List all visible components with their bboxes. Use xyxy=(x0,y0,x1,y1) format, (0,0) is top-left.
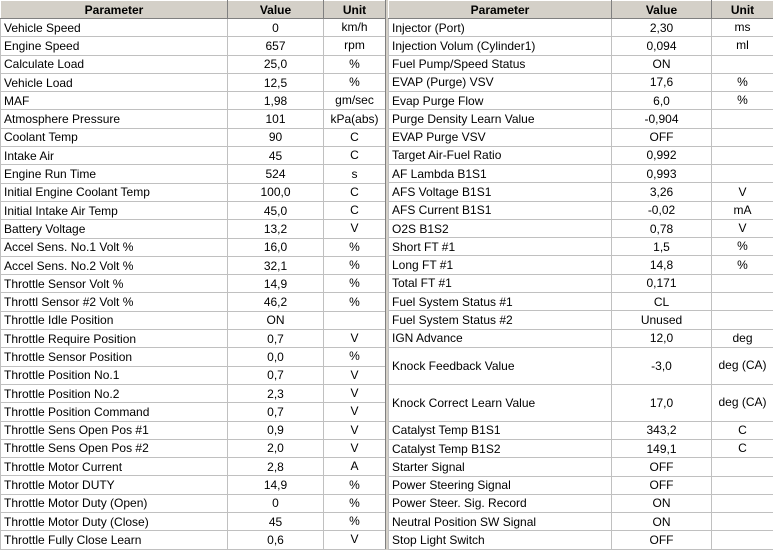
unit-cell: V xyxy=(712,219,773,237)
table-row[interactable] xyxy=(1,275,386,293)
unit-cell: V xyxy=(324,330,386,348)
parameter-cell: Initial Intake Air Temp xyxy=(1,201,228,219)
header-row xyxy=(1,1,386,19)
value-cell: Unused xyxy=(612,311,712,329)
parameter-cell: MAF xyxy=(1,92,228,110)
value-cell: 1,5 xyxy=(612,238,712,256)
value-cell: 0 xyxy=(228,19,324,37)
parameter-cell: Neutral Position SW Signal xyxy=(389,513,612,531)
parameter-cell: Engine Run Time xyxy=(1,165,228,183)
value-cell: 0,7 xyxy=(228,330,324,348)
table-row[interactable] xyxy=(1,110,386,128)
value-cell: 0,992 xyxy=(612,146,712,164)
table-row[interactable] xyxy=(389,128,773,146)
table-body-left xyxy=(1,19,386,550)
table-row[interactable] xyxy=(1,494,386,512)
table-row[interactable] xyxy=(389,183,773,201)
value-cell: OFF xyxy=(612,128,712,146)
parameter-cell: Purge Density Learn Value xyxy=(389,110,612,128)
value-cell: 2,3 xyxy=(228,384,324,402)
value-cell: 0,0 xyxy=(228,348,324,366)
table-row[interactable] xyxy=(389,37,773,55)
parameter-cell: Vehicle Speed xyxy=(1,19,228,37)
table-row[interactable] xyxy=(389,92,773,110)
table-row[interactable] xyxy=(389,256,773,274)
table-row[interactable] xyxy=(389,421,773,439)
parameter-cell: Throttle Sensor Position xyxy=(1,348,228,366)
unit-cell: gm/sec xyxy=(324,92,386,110)
table-row[interactable] xyxy=(1,37,386,55)
unit-cell: A xyxy=(324,458,386,476)
value-cell: 90 xyxy=(228,128,324,146)
table-row[interactable] xyxy=(389,531,773,549)
value-cell: 343,2 xyxy=(612,421,712,439)
value-cell: OFF xyxy=(612,531,712,549)
parameter-cell: Intake Air xyxy=(1,147,228,165)
value-cell: 0,7 xyxy=(228,403,324,421)
table-row[interactable] xyxy=(1,55,386,73)
unit-cell xyxy=(712,274,773,292)
parameter-cell: Throttle Fully Close Learn xyxy=(1,531,228,549)
unit-cell: % xyxy=(324,494,386,512)
unit-cell: V xyxy=(324,421,386,439)
table-row[interactable] xyxy=(1,73,386,91)
value-cell: 149,1 xyxy=(612,440,712,458)
parameter-cell: Fuel System Status #2 xyxy=(389,311,612,329)
parameter-cell: Atmosphere Pressure xyxy=(1,110,228,128)
parameter-cell: Engine Speed xyxy=(1,37,228,55)
data-table-left xyxy=(0,0,386,550)
unit-cell: % xyxy=(324,73,386,91)
unit-cell xyxy=(324,311,386,329)
value-cell: 16,0 xyxy=(228,238,324,256)
table-row[interactable] xyxy=(389,311,773,329)
table-row[interactable] xyxy=(1,348,386,366)
unit-cell: % xyxy=(324,513,386,531)
unit-cell: V xyxy=(324,531,386,549)
unit-cell: km/h xyxy=(324,19,386,37)
unit-cell: % xyxy=(324,55,386,73)
table-row[interactable] xyxy=(1,92,386,110)
unit-cell: V xyxy=(324,384,386,402)
table-row[interactable] xyxy=(389,55,773,73)
table-row[interactable] xyxy=(389,440,773,458)
table-row[interactable] xyxy=(389,494,773,512)
data-table-right xyxy=(388,0,773,550)
table-row[interactable] xyxy=(389,73,773,91)
parameter-cell: Catalyst Temp B1S2 xyxy=(389,440,612,458)
parameter-cell: EVAP (Purge) VSV xyxy=(389,73,612,91)
parameter-cell: Throttle Idle Position xyxy=(1,311,228,329)
value-cell: 32,1 xyxy=(228,256,324,274)
value-cell: 14,9 xyxy=(228,275,324,293)
parameter-cell: Throttle Sensor Volt % xyxy=(1,275,228,293)
parameter-cell: Throttle Sens Open Pos #1 xyxy=(1,421,228,439)
unit-cell: C xyxy=(324,128,386,146)
table-row[interactable] xyxy=(1,220,386,238)
value-cell: 0,094 xyxy=(612,37,712,55)
unit-cell: V xyxy=(324,366,386,384)
table-row[interactable] xyxy=(1,458,386,476)
value-cell: 13,2 xyxy=(228,220,324,238)
unit-cell xyxy=(712,128,773,146)
table-row[interactable] xyxy=(389,238,773,256)
value-cell: -0,904 xyxy=(612,110,712,128)
column-header-parameter[interactable]: Parameter xyxy=(389,1,612,19)
value-cell: 0,993 xyxy=(612,165,712,183)
parameter-cell: Vehicle Load xyxy=(1,73,228,91)
column-header-parameter[interactable]: Parameter xyxy=(1,1,228,19)
unit-cell xyxy=(712,476,773,494)
unit-cell: C xyxy=(712,440,773,458)
table-row[interactable] xyxy=(1,513,386,531)
unit-cell: % xyxy=(324,238,386,256)
parameter-cell: Knock Correct Learn Value xyxy=(389,384,612,421)
unit-cell: deg (CA) xyxy=(712,347,773,384)
unit-cell xyxy=(712,55,773,73)
value-cell: 0,6 xyxy=(228,531,324,549)
value-cell: 46,2 xyxy=(228,293,324,311)
parameter-cell: Long FT #1 xyxy=(389,256,612,274)
table-row[interactable] xyxy=(1,330,386,348)
parameter-cell: Throttl Sensor #2 Volt % xyxy=(1,293,228,311)
table-row[interactable] xyxy=(389,110,773,128)
unit-cell: kPa(abs) xyxy=(324,110,386,128)
table-row[interactable] xyxy=(389,476,773,494)
unit-cell: s xyxy=(324,165,386,183)
value-cell: ON xyxy=(612,55,712,73)
value-cell: 14,8 xyxy=(612,256,712,274)
parameter-cell: Target Air-Fuel Ratio xyxy=(389,146,612,164)
value-cell: 100,0 xyxy=(228,183,324,201)
unit-cell: % xyxy=(324,293,386,311)
value-cell: 0 xyxy=(228,494,324,512)
table-row[interactable] xyxy=(1,128,386,146)
parameter-cell: Total FT #1 xyxy=(389,274,612,292)
table-row[interactable] xyxy=(389,292,773,310)
unit-cell: % xyxy=(712,92,773,110)
value-cell: -0,02 xyxy=(612,201,712,219)
unit-cell: % xyxy=(324,348,386,366)
parameter-cell: Coolant Temp xyxy=(1,128,228,146)
parameter-cell: Throttle Motor Duty (Open) xyxy=(1,494,228,512)
unit-cell: rpm xyxy=(324,37,386,55)
parameter-cell: AFS Voltage B1S1 xyxy=(389,183,612,201)
column-header-value[interactable]: Value xyxy=(228,1,324,19)
parameter-cell: Throttle Sens Open Pos #2 xyxy=(1,439,228,457)
parameter-cell: Throttle Position Command xyxy=(1,403,228,421)
table-row[interactable] xyxy=(1,439,386,457)
table-row[interactable] xyxy=(1,183,386,201)
value-cell: 3,26 xyxy=(612,183,712,201)
parameter-cell: Accel Sens. No.2 Volt % xyxy=(1,256,228,274)
value-cell: 17,6 xyxy=(612,73,712,91)
unit-cell xyxy=(712,110,773,128)
parameter-cell: Throttle Require Position xyxy=(1,330,228,348)
header-row xyxy=(389,1,773,19)
unit-cell: % xyxy=(712,238,773,256)
parameter-cell: O2S B1S2 xyxy=(389,219,612,237)
table-row[interactable] xyxy=(1,531,386,549)
value-cell: 657 xyxy=(228,37,324,55)
unit-cell xyxy=(712,311,773,329)
parameter-cell: Initial Engine Coolant Temp xyxy=(1,183,228,201)
value-cell: 45 xyxy=(228,513,324,531)
value-cell: 2,8 xyxy=(228,458,324,476)
value-cell: 12,0 xyxy=(612,329,712,347)
unit-cell xyxy=(712,146,773,164)
unit-cell: ml xyxy=(712,37,773,55)
value-cell: ON xyxy=(612,513,712,531)
parameter-cell: Injector (Port) xyxy=(389,19,612,37)
parameter-cell: Power Steer. Sig. Record xyxy=(389,494,612,512)
table-row[interactable] xyxy=(389,146,773,164)
value-cell: 45,0 xyxy=(228,201,324,219)
parameter-cell: Accel Sens. No.1 Volt % xyxy=(1,238,228,256)
parameter-cell: Starter Signal xyxy=(389,458,612,476)
parameter-cell: Knock Feedback Value xyxy=(389,347,612,384)
unit-cell: % xyxy=(324,256,386,274)
unit-cell xyxy=(712,292,773,310)
unit-cell: V xyxy=(324,439,386,457)
parameter-cell: Injection Volum (Cylinder1) xyxy=(389,37,612,55)
table-body-right xyxy=(389,19,773,550)
table-row[interactable] xyxy=(389,19,773,37)
unit-cell: deg (CA) xyxy=(712,384,773,421)
value-cell: 17,0 xyxy=(612,384,712,421)
table-row[interactable] xyxy=(389,165,773,183)
unit-cell: % xyxy=(712,256,773,274)
value-cell: ON xyxy=(612,494,712,512)
parameter-cell: Battery Voltage xyxy=(1,220,228,238)
table-row[interactable] xyxy=(1,293,386,311)
table-row[interactable] xyxy=(1,19,386,37)
value-cell: 1,98 xyxy=(228,92,324,110)
unit-cell: C xyxy=(324,201,386,219)
parameter-cell: AF Lambda B1S1 xyxy=(389,165,612,183)
parameter-cell: EVAP Purge VSV xyxy=(389,128,612,146)
table-row[interactable] xyxy=(1,256,386,274)
table-row[interactable] xyxy=(389,274,773,292)
parameter-cell: Short FT #1 xyxy=(389,238,612,256)
value-cell: 524 xyxy=(228,165,324,183)
parameter-cell: Calculate Load xyxy=(1,55,228,73)
unit-cell: C xyxy=(324,183,386,201)
unit-cell xyxy=(712,531,773,549)
table-row[interactable] xyxy=(389,513,773,531)
unit-cell xyxy=(712,513,773,531)
unit-cell: C xyxy=(712,421,773,439)
unit-cell: deg xyxy=(712,329,773,347)
table-row[interactable] xyxy=(389,458,773,476)
parameter-cell: Throttle Motor Current xyxy=(1,458,228,476)
parameter-cell: Fuel System Status #1 xyxy=(389,292,612,310)
table-row[interactable] xyxy=(1,421,386,439)
parameter-cell: Throttle Position No.2 xyxy=(1,384,228,402)
value-cell: 101 xyxy=(228,110,324,128)
value-cell: OFF xyxy=(612,458,712,476)
table-row[interactable] xyxy=(1,476,386,494)
unit-cell: C xyxy=(324,147,386,165)
parameter-cell: Fuel Pump/Speed Status xyxy=(389,55,612,73)
value-cell: 25,0 xyxy=(228,55,324,73)
table-row[interactable] xyxy=(1,384,386,402)
unit-cell xyxy=(712,458,773,476)
value-cell: OFF xyxy=(612,476,712,494)
parameter-cell: Throttle Motor Duty (Close) xyxy=(1,513,228,531)
unit-cell: V xyxy=(324,403,386,421)
parameter-cell: AFS Current B1S1 xyxy=(389,201,612,219)
table-row[interactable] xyxy=(389,384,773,421)
value-cell: 6,0 xyxy=(612,92,712,110)
unit-cell: % xyxy=(324,476,386,494)
table-row[interactable] xyxy=(1,201,386,219)
parameter-cell: Evap Purge Flow xyxy=(389,92,612,110)
parameter-cell: Throttle Position No.1 xyxy=(1,366,228,384)
value-cell: 2,30 xyxy=(612,19,712,37)
table-row[interactable] xyxy=(1,311,386,329)
table-row[interactable] xyxy=(1,165,386,183)
value-cell: 0,171 xyxy=(612,274,712,292)
value-cell: 12,5 xyxy=(228,73,324,91)
column-header-unit[interactable]: Unit xyxy=(324,1,386,19)
table-row[interactable] xyxy=(1,403,386,421)
value-cell: CL xyxy=(612,292,712,310)
unit-cell: V xyxy=(712,183,773,201)
unit-cell: mA xyxy=(712,201,773,219)
value-cell: 14,9 xyxy=(228,476,324,494)
value-cell: 45 xyxy=(228,147,324,165)
table-row[interactable] xyxy=(389,329,773,347)
unit-cell xyxy=(712,494,773,512)
value-cell: 0,9 xyxy=(228,421,324,439)
value-cell: 0,78 xyxy=(612,219,712,237)
value-cell: 0,7 xyxy=(228,366,324,384)
table-row[interactable] xyxy=(389,219,773,237)
unit-cell: % xyxy=(712,73,773,91)
parameter-cell: Throttle Motor DUTY xyxy=(1,476,228,494)
unit-cell: % xyxy=(324,275,386,293)
value-cell: ON xyxy=(228,311,324,329)
unit-cell: ms xyxy=(712,19,773,37)
parameter-cell: Power Steering Signal xyxy=(389,476,612,494)
table-row[interactable] xyxy=(1,147,386,165)
unit-cell xyxy=(712,165,773,183)
value-cell: -3,0 xyxy=(612,347,712,384)
column-header-value[interactable]: Value xyxy=(612,1,712,19)
parameter-cell: Catalyst Temp B1S1 xyxy=(389,421,612,439)
table-row[interactable] xyxy=(1,366,386,384)
parameter-cell: Stop Light Switch xyxy=(389,531,612,549)
table-row[interactable] xyxy=(389,201,773,219)
table-row[interactable] xyxy=(1,238,386,256)
parameter-cell: IGN Advance xyxy=(389,329,612,347)
value-cell: 2,0 xyxy=(228,439,324,457)
column-header-unit[interactable]: Unit xyxy=(712,1,773,19)
unit-cell: V xyxy=(324,220,386,238)
table-row[interactable] xyxy=(389,347,773,384)
